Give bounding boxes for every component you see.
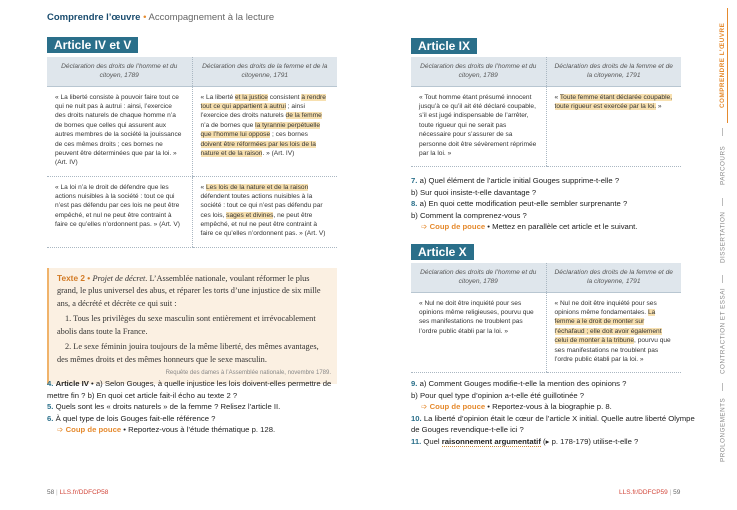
highlighted-text: Toute femme étant déclarée coupable, toute rigueur est exercée par la loi.: [554, 93, 673, 111]
header-subtitle: Accompagnement à la lecture: [148, 12, 275, 23]
tab-dissertation[interactable]: DISSERTATION: [719, 211, 727, 264]
questions-7-8: [411, 175, 696, 233]
header-separator: •: [143, 12, 147, 23]
tab-parcours[interactable]: PARCOURS: [719, 145, 727, 186]
texte-2-label: Texte 2: [57, 273, 85, 283]
article-10-table: [411, 263, 681, 373]
article-4-5-title: Article IV et V: [47, 37, 138, 53]
text-run: n’a de bornes que: [200, 121, 256, 129]
text-run: « La liberté: [200, 93, 235, 101]
page-header: [47, 12, 274, 23]
texte-2-source: Requête des dames à l’Assemblée nationale, novembre 1789.: [165, 370, 331, 377]
highlighted-text: la tyrannie perpétuelle que l’homme lui oppose: [200, 121, 321, 139]
question-6: 6. À quel type de lois Gouges fait-elle référence ?: [47, 413, 216, 423]
text-run: »: [656, 103, 662, 111]
arrow-right-icon: ➩: [421, 222, 428, 232]
text-run: , pourvu que ses manifestations ne troublent pas l’ordre public établi par la loi. »: [554, 337, 671, 363]
article-10-gouges: [546, 292, 681, 373]
texte-2-paragraph-2: 2. Le sexe féminin jouira toujours de la même liberté, des mêmes avantages, des mêmes droits et des mêmes honneurs que le sexe masculin.: [57, 342, 319, 364]
tab-contraction-essai[interactable]: CONTRACTION ET ESSAI: [719, 287, 727, 374]
header-title: Comprendre l’œuvre: [47, 12, 141, 23]
article-4-original: « La liberté consiste à pouvoir faire tout ce qui ne nuit pas à autrui : ainsi, l’exercice des droits naturels de chaque homme n’a de bornes que celles qui assurent aux autres membres de la société la jouissance de ces mêmes droits ; ces bornes ne peuvent être déterminées que par la loi. » (Art. IV): [47, 86, 192, 176]
right-page: [368, 0, 737, 510]
tab-prolongements[interactable]: PROLONGEMENTS: [719, 397, 727, 463]
question-9b: b) Pour quel type d’opinion a-t-elle été guillotinée ?: [411, 390, 585, 400]
highlighted-text: doivent être réformées par les lois de la nature et de la raison: [200, 140, 316, 157]
coup-de-pouce-8: ➩ Coup de pouce • Mettez en parallèle cet article et le suivant.: [421, 222, 638, 232]
text-run: . » (Art. IV): [262, 149, 295, 157]
tab-divider: [722, 275, 723, 283]
article-5-original: « La loi n’a le droit de défendre que les actions nuisibles à la société : tout ce qui n’est pas défendu par ces lois ne peut être empêché, et nul ne peut être contraint à faire ce qu’elles n’ordonnent pas. » (Art. V): [47, 176, 192, 247]
question-7b: b) Sur quoi insiste-t-elle davantage ?: [411, 187, 537, 197]
article-9-gouges: [546, 86, 681, 167]
question-5: 5. Quels sont les « droits naturels » de la femme ? Relisez l’article II.: [47, 402, 281, 412]
column-header-1789: Déclaration des droits de l’homme et du citoyen, 1789: [411, 57, 546, 86]
texte-2-paragraph-1: 1. Tous les privilèges du sexe masculin sont entièrement et irrévocablement abolis dans toute la France.: [57, 314, 316, 336]
text-run: défendent toutes actions nuisibles à la société : tout ce qui n’est pas défendu par ces lois,: [200, 192, 323, 219]
raisonnement-argumentatif-link[interactable]: raisonnement argumentatif: [441, 436, 541, 446]
highlighted-text: sages et divines: [226, 211, 274, 219]
article-4-gouges: [192, 86, 337, 176]
column-header-1789: Déclaration des droits de l’homme et du citoyen, 1789: [411, 263, 546, 292]
question-4: 4. Article IV • a) Selon Gouges, à quelle injustice les lois doivent-elles permettre de mettre fin ? b) En quoi cet article fait-il écho au texte 2 ?: [47, 379, 332, 400]
page-number-left: 58: [47, 489, 55, 496]
text-run: ; ces bornes: [270, 131, 308, 139]
texte-2-box: Texte 2 • Projet de décret. L’Assemblée nationale, voulant réformer le plus grand, le plus universel des abus, et réparer les torts d’une injustice de six mille ans, a décrété et décrète ce qui suit : 1. Tous les privilèges du sexe masculin sont entièrement et irrévocablement abolis dans toute la France. 2. Le sexe féminin jouira toujours de la même liberté, des mêmes avantages, des mêmes droits et des mêmes honneurs que le sexe masculin. Requête des dames à l’Assemblée nationale, novembre 1789.: [47, 268, 337, 384]
footer-left: 58 | LLS.fr/DDFCP58: [47, 489, 109, 496]
tab-divider: [722, 128, 723, 136]
tab-comprendre-oeuvre[interactable]: COMPRENDRE L’ŒUVRE: [718, 8, 728, 123]
footer-link-right[interactable]: LLS.fr/DDFCP59: [619, 489, 668, 496]
question-11: 11. Quel raisonnement argumentatif (▸ p. 178-179) utilise-t-elle ?: [411, 436, 639, 446]
side-navigation-tabs: [709, 0, 737, 510]
texte-2-title: Projet de décret.: [92, 274, 148, 283]
footer-link-left[interactable]: LLS.fr/DDFCP58: [59, 489, 109, 496]
arrow-right-icon: ➩: [57, 425, 64, 435]
question-10: 10. La liberté d’opinion était le cœur de l’article X initial. Quelle autre liberté Olympe de Gouges revendique-t-elle ici ?: [411, 413, 695, 435]
question-8b: b) Comment la comprenez-vous ?: [411, 210, 527, 220]
text-run: consistent: [267, 93, 302, 101]
highlighted-text: à rendre tout ce qui appartient à autrui: [200, 93, 326, 111]
text-run: « Nul ne doit être inquiété pour ses opinions même fondamentales.: [554, 299, 657, 317]
highlighted-text: et la justice: [234, 93, 268, 101]
question-7a: 7. a) Quel élément de l’article initial Gouges supprime-t-elle ?: [411, 176, 620, 185]
texte-2-intro: L’Assemblée nationale, voulant réformer le plus grand, le plus universel des abus, et réparer les torts d’une injustice de six mille ans, a décrété et décrète ce qui suit :: [57, 274, 321, 308]
column-header-1791: Déclaration des droits de la femme et de la citoyenne, 1791: [192, 57, 337, 86]
article-9-table: [411, 57, 681, 167]
article-9-original: « Tout homme étant présumé innocent jusqu’à ce qu’il ait été déclaré coupable, s’il est jugé indispensable de l’arrêter, toute rigueur qui ne serait pas nécessaire pour s’assurer de sa personne doit être sévèrement réprimée par la loi. »: [411, 86, 546, 167]
article-4-5-table: [47, 57, 337, 248]
questions-9-11: [411, 378, 696, 447]
questions-left: [47, 378, 345, 436]
question-9a: 9. a) Comment Gouges modifie-t-elle la mention des opinions ?: [411, 379, 627, 388]
text-run: ; ainsi l’exercice des droits naturels: [200, 103, 305, 120]
left-page: [0, 0, 368, 510]
article-5-gouges: [192, 176, 337, 247]
coup-de-pouce-6: ➩ Coup de pouce • Reportez-vous à l’étude thématique p. 128.: [57, 425, 276, 435]
article-9-title: Article IX: [411, 38, 477, 54]
highlighted-text: Les lois de la nature et de la raison: [206, 183, 309, 191]
column-header-1791: Déclaration des droits de la femme et de la citoyenne, 1791: [546, 263, 681, 292]
page-number-right: 59: [673, 489, 681, 496]
highlighted-text: La femme a le droit de monter sur l’échafaud ; elle doit avoir également celui de monter à la tribune: [554, 309, 662, 345]
footer-right: LLS.fr/DDFCP59 | 59: [619, 489, 681, 496]
article-10-original: « Nul ne doit être inquiété pour ses opinions même religieuses, pourvu que ses manifestations ne troublent pas l’ordre public établi par la loi. »: [411, 292, 546, 373]
question-8a: 8. a) En quoi cette modification peut-elle sembler surprenante ?: [411, 199, 628, 209]
column-header-1789: Déclaration des droits de l’homme et du citoyen, 1789: [47, 57, 192, 86]
arrow-right-icon: ➩: [421, 402, 428, 412]
text-run: , ne peut être empêché, et nul ne peut être contraint à faire ce qu’elles n’ordonnent pas. » (Art. V): [200, 211, 326, 238]
article-10-title: Article X: [411, 244, 474, 260]
coup-de-pouce-9: ➩ Coup de pouce • Reportez-vous à la biographie p. 8.: [421, 402, 612, 412]
text-run: «: [554, 93, 560, 101]
column-header-1791: Déclaration des droits de la femme et de la citoyenne, 1791: [546, 57, 681, 86]
highlighted-text: de la femme: [285, 112, 322, 120]
text-run: «: [200, 183, 206, 191]
